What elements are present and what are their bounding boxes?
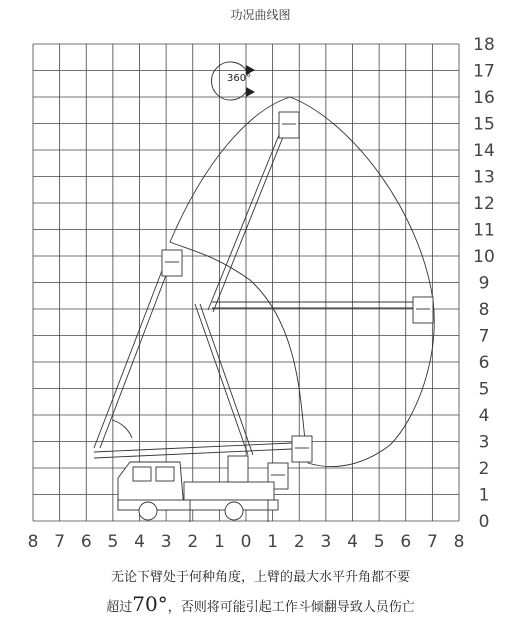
y-axis-label: 1 bbox=[478, 485, 490, 506]
x-axis-label: 0 bbox=[240, 532, 252, 552]
truck-wheel-front bbox=[139, 502, 157, 520]
turret bbox=[228, 456, 248, 482]
x-axis-label: 4 bbox=[347, 532, 358, 552]
y-axis-label: 9 bbox=[478, 273, 490, 294]
y-axis-label: 0 bbox=[478, 512, 490, 532]
y-axis-label: 18 bbox=[473, 35, 495, 55]
y-axis-label: 15 bbox=[473, 114, 495, 135]
x-axis-label: 6 bbox=[80, 532, 92, 552]
x-axis-label: 1 bbox=[267, 532, 279, 552]
truck bbox=[118, 456, 278, 522]
warning-note-angle: 70° bbox=[132, 592, 168, 616]
y-axis-label: 4 bbox=[478, 406, 490, 426]
rotation-arrow-bottom-icon bbox=[246, 87, 255, 97]
y-axis-label: 14 bbox=[473, 141, 495, 161]
rotation-indicator bbox=[212, 62, 255, 100]
x-axis-label: 7 bbox=[426, 532, 438, 552]
work-bucket-horizontal bbox=[413, 297, 433, 323]
y-axis-label: 10 bbox=[473, 247, 495, 267]
x-axis-label: 2 bbox=[293, 532, 305, 552]
x-axis-label: 3 bbox=[320, 532, 332, 552]
x-axis-label: 8 bbox=[453, 532, 465, 552]
warning-note-line1: 无论下臂处于何种角度，上臂的最大水平升角都不要 bbox=[110, 570, 410, 585]
boom-position-left-high bbox=[94, 250, 182, 448]
x-axis-label: 5 bbox=[373, 532, 385, 552]
work-bucket-low-right bbox=[292, 436, 312, 462]
truck-wheel-rear bbox=[225, 502, 243, 520]
page-title: 功况曲线图 bbox=[230, 8, 291, 22]
work-bucket-top bbox=[279, 112, 299, 138]
warning-note-line2 bbox=[0, 592, 521, 616]
boom-position-horizontal bbox=[212, 297, 433, 323]
rotation-label: 360° bbox=[227, 73, 252, 84]
y-axis-label: 3 bbox=[478, 432, 490, 453]
x-axis-label: 7 bbox=[54, 532, 66, 552]
x-axis-label: 8 bbox=[27, 532, 39, 552]
x-axis-label: 4 bbox=[134, 532, 145, 552]
truck-bed bbox=[184, 482, 274, 500]
warning-note-prefix: 超过 bbox=[106, 600, 133, 615]
x-axis-label: 3 bbox=[160, 532, 172, 552]
y-axis-label: 7 bbox=[478, 326, 490, 347]
y-axis-label: 13 bbox=[473, 167, 495, 188]
boom-position-top bbox=[195, 112, 299, 455]
x-axis-label: 5 bbox=[107, 532, 119, 552]
work-bucket-left-high bbox=[162, 250, 182, 276]
y-axis-label: 16 bbox=[473, 88, 495, 108]
y-axis-label: 2 bbox=[478, 459, 490, 479]
x-axis-label: 2 bbox=[187, 532, 199, 552]
truck-window-rear bbox=[156, 467, 174, 481]
y-axis-label: 8 bbox=[478, 300, 490, 320]
working-envelope-curve bbox=[170, 97, 434, 467]
warning-note-suffix: ，否则将可能引起工作斗倾翻导致人员伤亡 bbox=[167, 600, 415, 615]
y-axis-label: 12 bbox=[473, 194, 495, 214]
y-axis-label: 11 bbox=[473, 220, 495, 241]
y-axis-label: 17 bbox=[473, 61, 495, 82]
y-axis-label: 5 bbox=[478, 379, 490, 400]
truck-window-front bbox=[133, 467, 151, 481]
x-axis-label: 1 bbox=[213, 532, 225, 552]
x-axis-label: 6 bbox=[400, 532, 412, 552]
y-axis-label: 6 bbox=[478, 353, 490, 373]
